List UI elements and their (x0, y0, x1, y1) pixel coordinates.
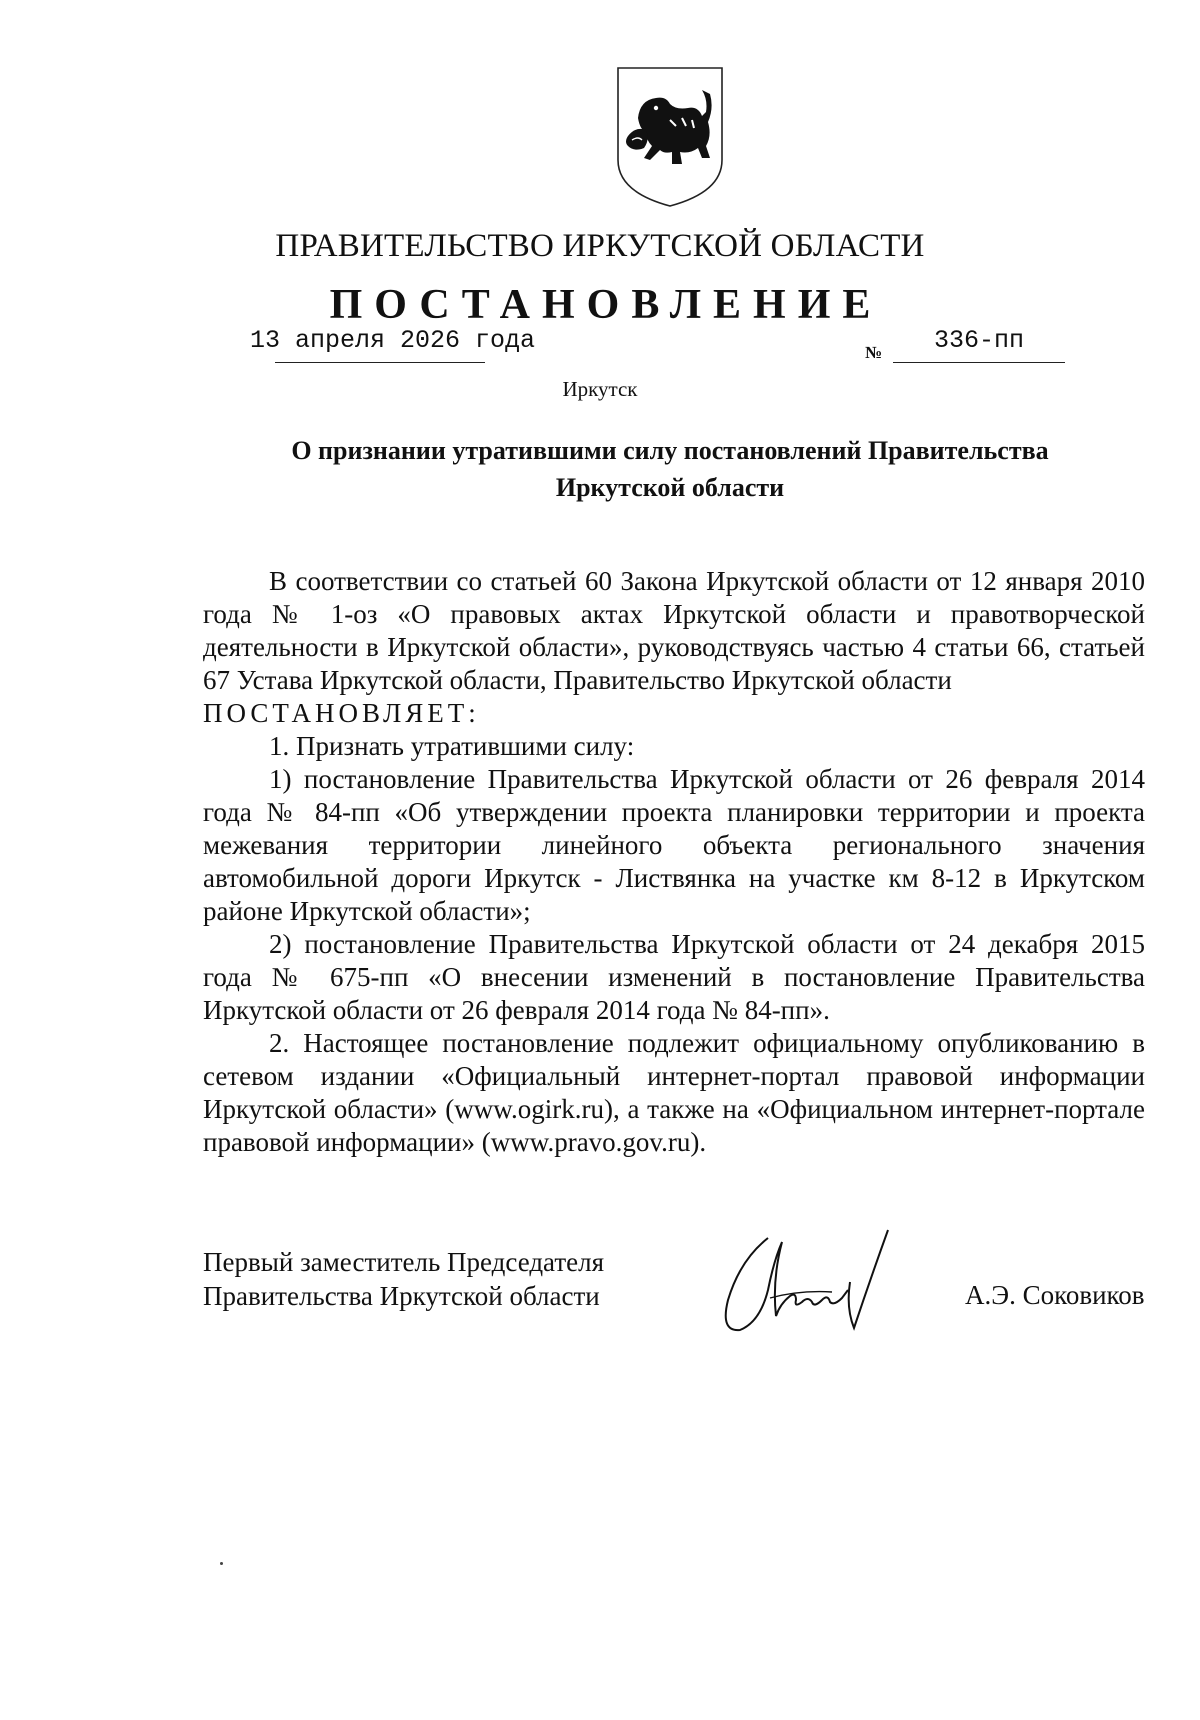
government-name: ПРАВИТЕЛЬСТВО ИРКУТСКОЙ ОБЛАСТИ (275, 228, 925, 264)
signatory-name: А.Э. Соковиков (965, 1280, 1145, 1310)
city: Иркутск (562, 377, 638, 401)
resolves-heading: ПОСТАНОВЛЯЕТ: (203, 698, 480, 728)
date-underline (275, 362, 485, 363)
document-body (203, 565, 1145, 1159)
item-1-2: 2) постановление Правительства Иркутской области от 24 декабря 2015 года № 675-пп «О внесении изменений в постановление Правительства Иркутской области от 26 февраля 2014 года № 84-пп». (203, 929, 1145, 1025)
document-type: ПОСТАНОВЛЕНИЕ (329, 282, 883, 328)
position-line-2: Правительства Иркутской области (203, 1281, 600, 1311)
number-underline (893, 362, 1065, 363)
number-sign: № (865, 343, 883, 362)
document-date: 13 апреля 2026 года (250, 326, 536, 355)
handwritten-signature (710, 1220, 950, 1350)
scan-speck (220, 1562, 223, 1565)
document-number: 336-пп (934, 326, 1025, 355)
irkutsk-coat-of-arms-icon (610, 60, 730, 210)
item-2: 2. Настоящее постановление подлежит официальному опубликованию в сетевом издании «Официальный интернет-портал правовой информации Иркутской области» (www.ogirk.ru), а также на «Официальном интернет-портале правовой информации» (www.pravo.gov.ru). (203, 1028, 1145, 1157)
signatory-position (203, 1245, 604, 1313)
item-1: 1. Признать утратившими силу: (269, 731, 635, 761)
position-line-1: Первый заместитель Председателя (203, 1247, 605, 1277)
date-field (250, 326, 535, 355)
document-title: О признании утратившими силу постановлений Правительства Иркутской области (291, 436, 1049, 502)
preamble-paragraph: В соответствии со статьей 60 Закона Иркутской области от 12 января 2010 года № 1-оз «О правовых актах Иркутской области и правотворческой деятельности в Иркутской области», руководствуясь частью 4 статьи 66, статьей 67 Устава Иркутской области, Правительство Иркутской области (203, 566, 1145, 695)
item-1-1: 1) постановление Правительства Иркутской области от 26 февраля 2014 года № 84-пп «Об утверждении проекта планировки территории и проекта межевания территории линейного объекта регионального значения автомобильной дороги Иркутск - Листвянка на участке км 8-12 в Иркутском районе Иркутской области»; (203, 764, 1145, 926)
